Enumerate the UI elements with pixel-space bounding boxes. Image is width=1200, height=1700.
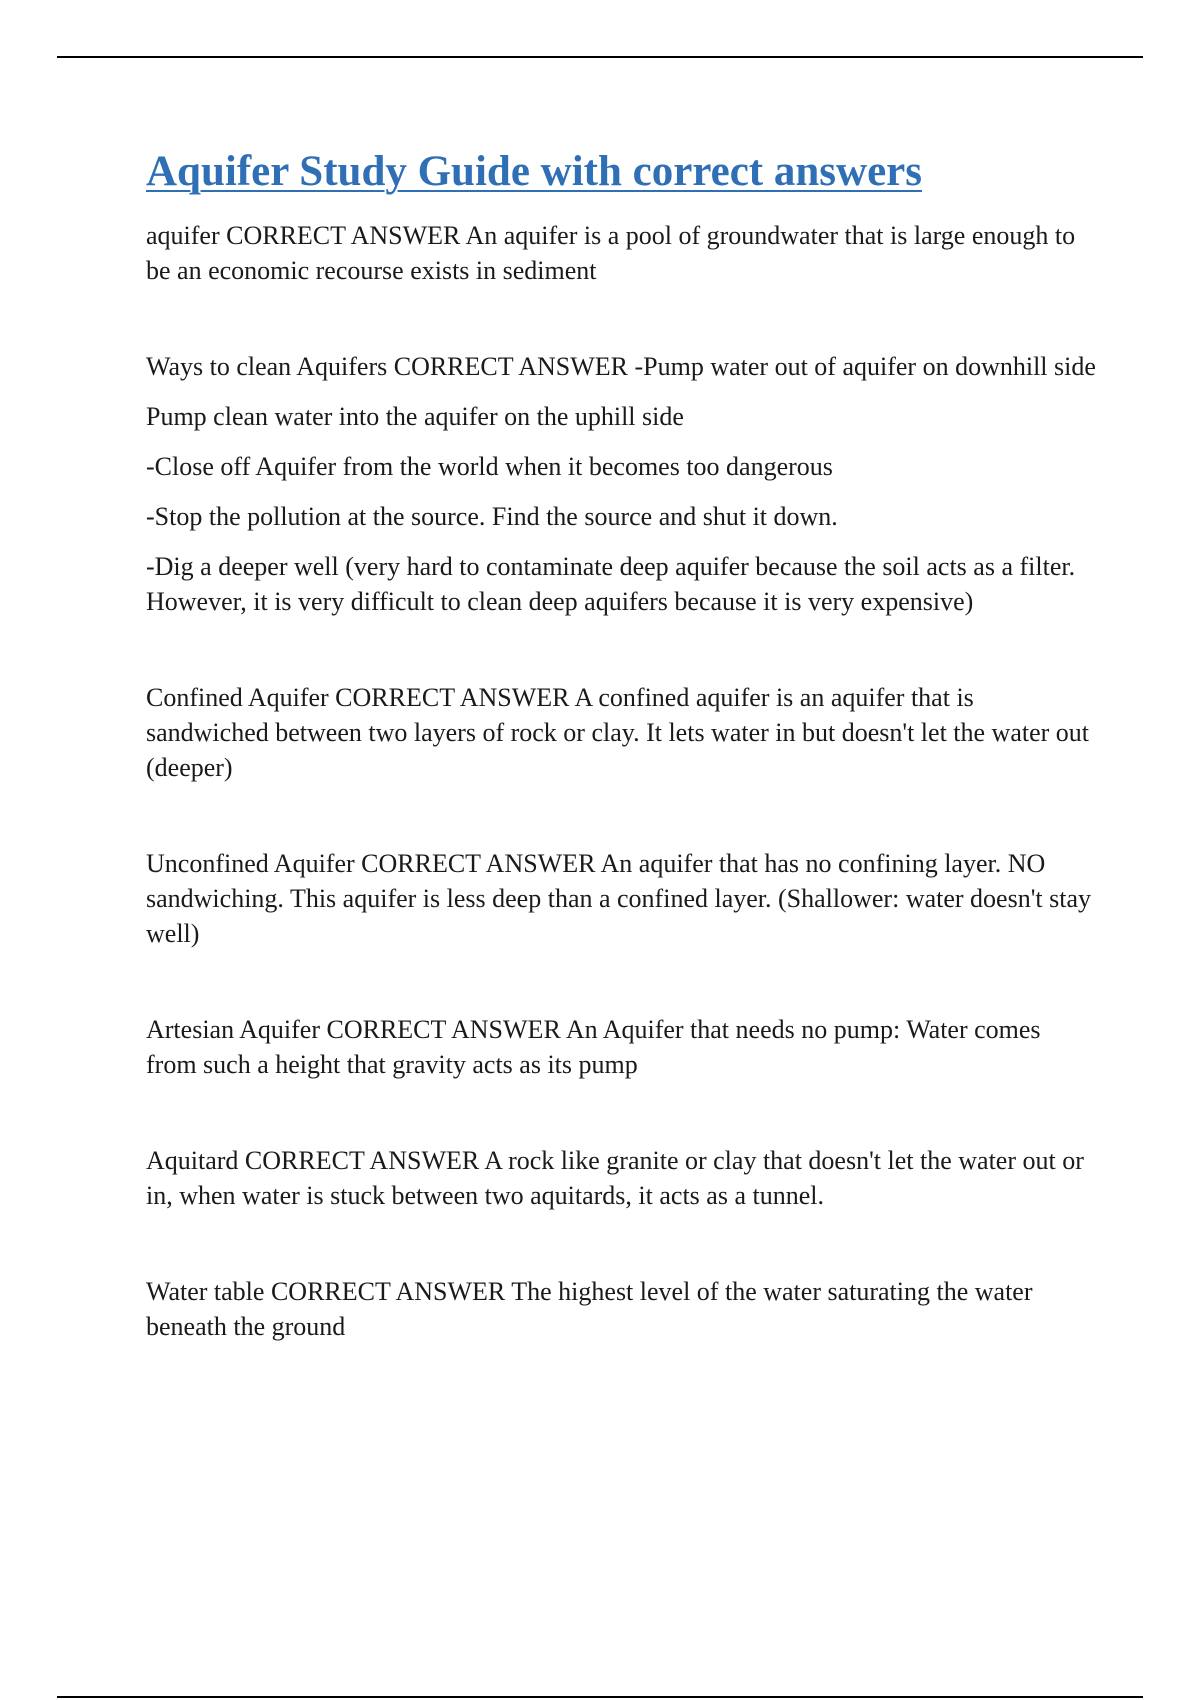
document-body [146, 146, 1096, 1344]
entry-bullet: -Stop the pollution at the source. Find the source and shut it down. [146, 502, 838, 531]
entry-bullet: -Dig a deeper well (very hard to contaminate deep aquifer because the soil acts as a filter. However, it is very difficult to clean deep aquifers because it is very expensive) [146, 552, 1076, 616]
entry-unconfined-aquifer [146, 846, 1096, 951]
header-rule [57, 56, 1143, 58]
entry-bullet: Pump clean water into the aquifer on the uphill side [146, 402, 684, 431]
entry-ways-to-clean-aquifers [146, 349, 1096, 619]
entry-confined-aquifer [146, 680, 1096, 785]
entry-text: Artesian Aquifer CORRECT ANSWER An Aquifer that needs no pump: Water comes from such a height that gravity acts as its pump [146, 1015, 1041, 1079]
entry-text: Confined Aquifer CORRECT ANSWER A confined aquifer is an aquifer that is sandwiched between two layers of rock or clay. It lets water in but doesn't let the water out (deeper) [146, 683, 1090, 782]
entry-text: Aquitard CORRECT ANSWER A rock like granite or clay that doesn't let the water out or in, when water is stuck between two aquitards, it acts as a tunnel. [146, 1146, 1084, 1210]
entry-text: aquifer CORRECT ANSWER An aquifer is a pool of groundwater that is large enough to be an economic recourse exists in sediment [146, 221, 1076, 285]
document-title: Aquifer Study Guide with correct answers [146, 148, 922, 195]
footer-rule [57, 1696, 1143, 1698]
entry-aquitard [146, 1143, 1096, 1213]
entry-artesian-aquifer [146, 1012, 1096, 1082]
entry-text: Water table CORRECT ANSWER The highest level of the water saturating the water beneath the ground [146, 1277, 1033, 1341]
entry-text: Unconfined Aquifer CORRECT ANSWER An aquifer that has no confining layer. NO sandwiching. This aquifer is less deep than a confined layer. (Shallower: water doesn't stay well) [146, 849, 1092, 948]
entry-bullet: -Close off Aquifer from the world when it becomes too dangerous [146, 452, 833, 481]
entry-text: Ways to clean Aquifers CORRECT ANSWER -Pump water out of aquifer on downhill side [146, 352, 1096, 381]
entry-water-table [146, 1274, 1096, 1344]
entry-aquifer [146, 218, 1096, 288]
